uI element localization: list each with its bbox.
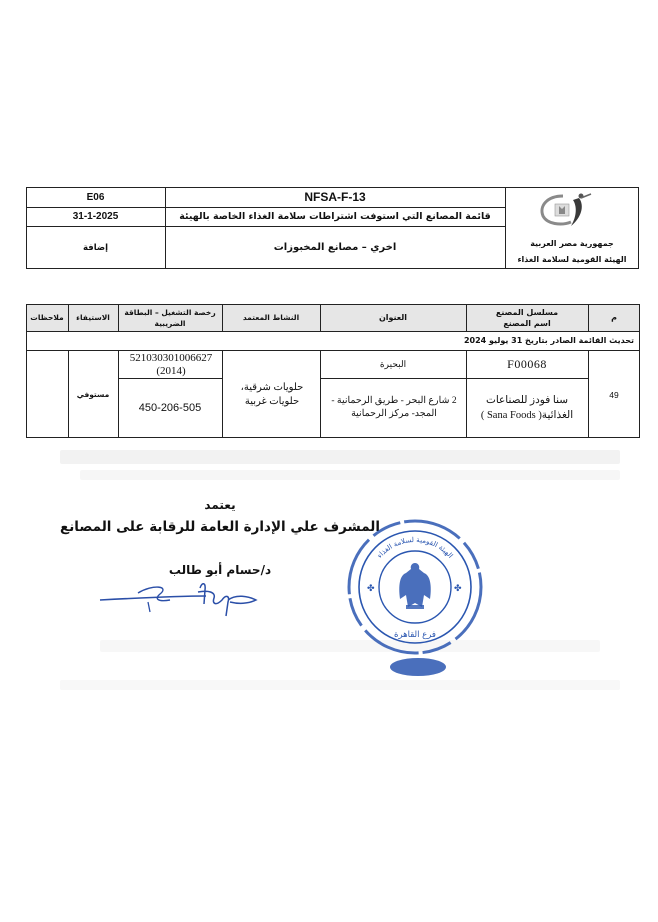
approver-position: المشرف علي الإدارة العامة للرقابة على المصانع [60, 519, 381, 535]
scan-artifact [80, 470, 620, 480]
signatory-name: د/حسام أبو طالب [168, 563, 272, 577]
notes [26, 351, 68, 438]
form-code: NFSA-F-13 [304, 190, 366, 204]
doc-code: E06 [86, 191, 105, 203]
col-header-index: م [611, 313, 617, 322]
action-type: إضافة [82, 242, 109, 253]
svg-text:✤: ✤ [454, 584, 462, 594]
org-name: الهيئة القومية لسلامة الغذاء [517, 254, 627, 264]
operating-license: 521030301006627 (2014) [129, 351, 213, 377]
tax-card: 450-206-505 [138, 402, 202, 414]
factory-serial: F00068 [507, 357, 547, 371]
approves-label: يعتمد [204, 498, 236, 512]
approved-activity: حلويات شرقية، حلويات غربية [240, 381, 304, 407]
scan-artifact [60, 680, 620, 690]
nfsa-logo [535, 190, 605, 230]
col-header-notes: ملاحظات [30, 313, 64, 322]
col-header-completion: الاستيفاء [76, 313, 110, 322]
completion-status: مستوفي [76, 390, 110, 399]
stamp-branch: فرع القاهرة [394, 630, 436, 640]
issue-date: 31-1-2025 [72, 211, 119, 222]
col-header-license-tax: رخصة التشغيل – البطاقة الضريبية [124, 307, 216, 328]
col-header-factory-name: اسم المصنع [503, 318, 551, 328]
svg-text:الهيئة القومية لسلامة الغذاء [376, 536, 455, 560]
col-header-factory [466, 304, 588, 331]
scan-artifact [60, 450, 620, 464]
col-header-address: العنوان [378, 313, 408, 322]
signature [98, 578, 268, 618]
governorate: البحيرة [379, 359, 407, 369]
update-note: تحديث القائمة الصادر بتاريخ 31 يوليو 2024 [463, 336, 634, 345]
col-header-activity: النشاط المعتمد [242, 313, 300, 322]
document-title: قائمة المصانع التي استوفت اشتراطات سلامة الغذاء الخاصة بالهيئة [179, 211, 491, 222]
factory-address: 2 شارع البحر - طريق الرحمانية - المجد- مركز الرحمانية [331, 396, 457, 419]
org-country: جمهورية مصر العربية [530, 238, 614, 248]
col-header-factory-serial: مسلسل المصنع [495, 307, 559, 317]
official-stamp [340, 515, 490, 680]
row-index: 49 [609, 389, 619, 400]
factory-name: سنا فودز للصناعات الغذائية( Sana Foods ) [480, 395, 574, 421]
stamp-outer-text: الهيئة القومية لسلامة الغذاء [375, 535, 455, 560]
category: اخري – مصانع المخبوزات [273, 242, 397, 253]
svg-text:✤: ✤ [367, 584, 375, 594]
